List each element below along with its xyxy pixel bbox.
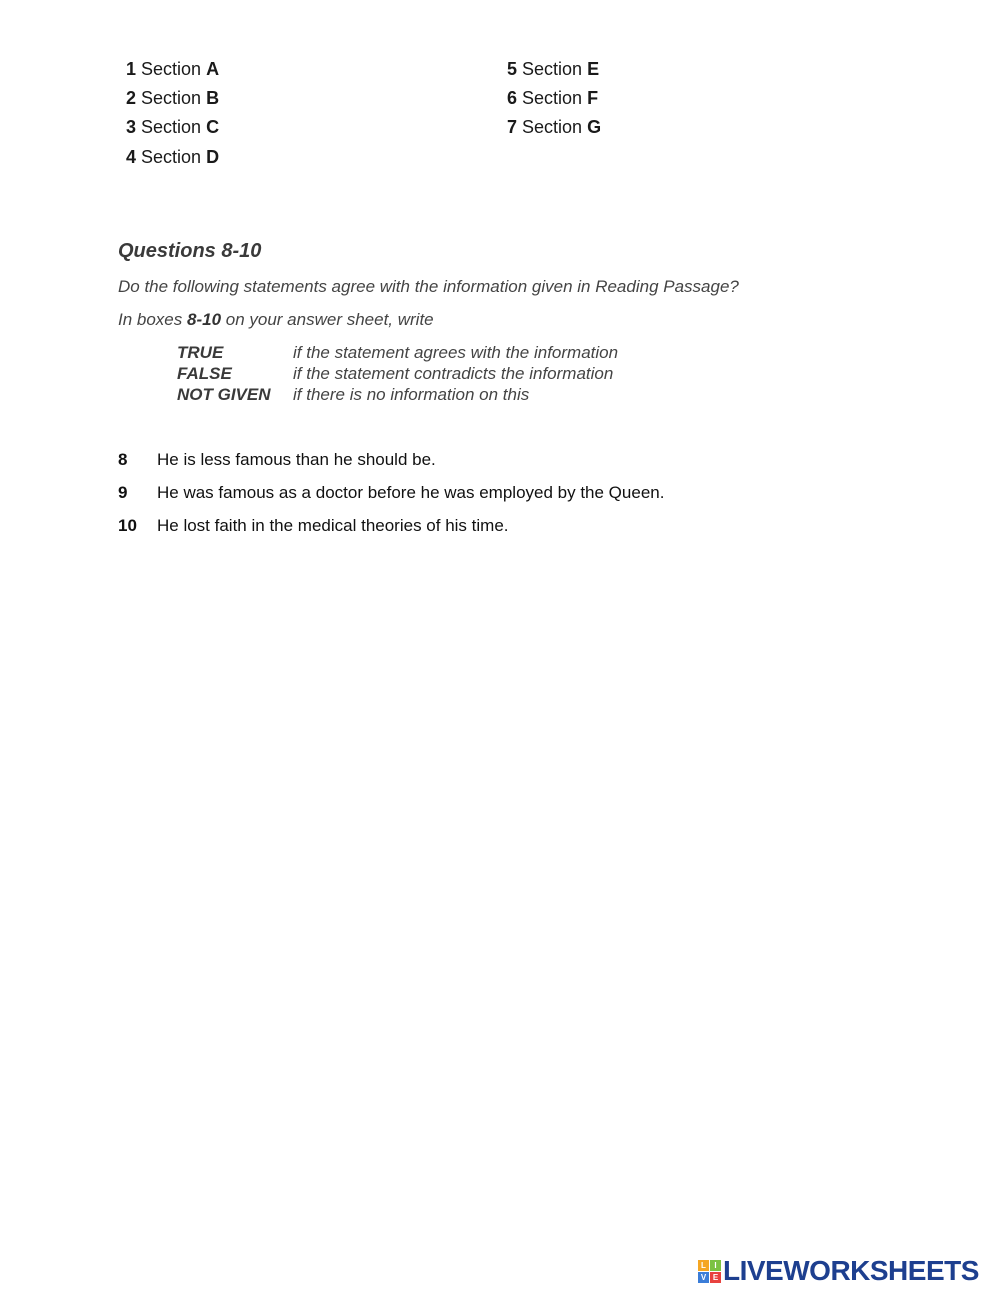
answer-key-desc: if there is no information on this [293, 385, 530, 404]
section-item [126, 116, 219, 138]
statement-item [118, 483, 664, 503]
section-number: 7 [507, 117, 518, 137]
section-word: Section [522, 88, 583, 108]
section-letter: C [206, 117, 220, 137]
section-number: 5 [507, 59, 518, 79]
statement-text: He was famous as a doctor before he was employed by the Queen. [157, 483, 665, 502]
answer-key-desc: if the statement contradicts the information [293, 364, 614, 383]
answer-key-label: TRUE [177, 343, 224, 362]
section-letter: D [206, 147, 220, 167]
answer-key-row [177, 384, 618, 405]
section-letter: G [587, 117, 602, 137]
statement-number: 9 [118, 483, 128, 502]
section-word: Section [141, 59, 202, 79]
section-word: Section [522, 117, 583, 137]
instruction-post: on your answer sheet, write [221, 310, 434, 329]
logo-mark-cell: I [710, 1260, 721, 1271]
section-item [126, 146, 219, 168]
logo-mark-icon [698, 1260, 721, 1283]
answer-key-row [177, 363, 618, 384]
section-item [507, 58, 599, 80]
section-item [126, 58, 219, 80]
instruction-range: 8-10 [187, 310, 222, 329]
statement-item [118, 450, 436, 470]
logo-text: LIVEWORKSHEETS [723, 1255, 979, 1286]
statement-number: 10 [118, 516, 137, 535]
instruction-text: Do the following statements agree with the information given in Reading Passage? [118, 277, 739, 296]
section-number: 4 [126, 147, 137, 167]
logo-mark-cell: V [698, 1272, 709, 1283]
answer-key-row [177, 342, 618, 363]
logo-mark-cell: L [698, 1260, 709, 1271]
instruction-agree [118, 277, 739, 297]
section-number: 6 [507, 88, 518, 108]
section-word: Section [522, 59, 583, 79]
liveworksheets-logo [698, 1257, 979, 1285]
section-number: 2 [126, 88, 137, 108]
logo-mark-cell: E [710, 1272, 721, 1283]
section-letter: B [206, 88, 220, 108]
section-list [126, 58, 686, 178]
section-letter: E [587, 59, 600, 79]
section-number: 1 [126, 59, 137, 79]
section-word: Section [141, 88, 202, 108]
section-item [507, 87, 598, 109]
answer-key-label: FALSE [177, 364, 232, 383]
section-word: Section [141, 147, 202, 167]
section-word: Section [141, 117, 202, 137]
answer-key-desc: if the statement agrees with the information [293, 343, 619, 362]
answer-key-label: NOT GIVEN [177, 385, 271, 404]
section-letter: F [587, 88, 599, 108]
statement-number: 8 [118, 450, 128, 469]
instruction-pre: In boxes [118, 310, 187, 329]
instruction-boxes [118, 310, 434, 330]
section-item [126, 87, 219, 109]
statement-text: He lost faith in the medical theories of his time. [157, 516, 509, 535]
answer-key-table [177, 342, 618, 405]
section-item [507, 116, 601, 138]
questions-heading: Questions 8-10 [118, 240, 262, 262]
section-number: 3 [126, 117, 137, 137]
statement-text: He is less famous than he should be. [157, 450, 436, 469]
statement-item [118, 516, 509, 536]
section-letter: A [206, 59, 220, 79]
